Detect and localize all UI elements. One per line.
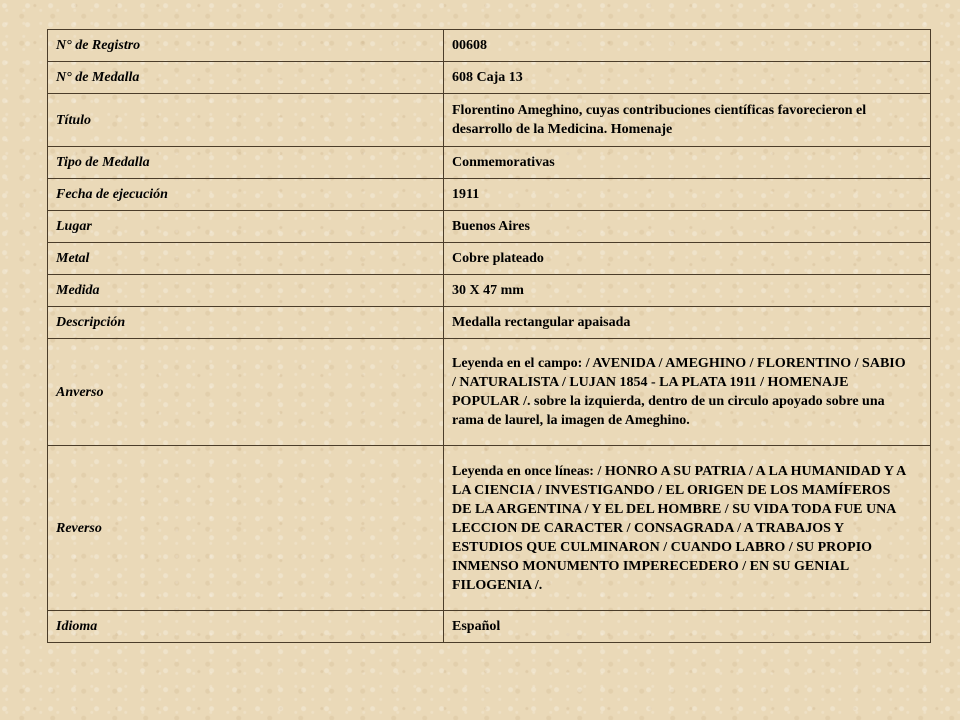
row-medida	[48, 275, 931, 307]
field-value: 1911	[444, 179, 931, 211]
medal-record-table	[47, 29, 931, 643]
field-label: N° de Medalla	[48, 62, 444, 94]
field-label: Metal	[48, 243, 444, 275]
field-value: Cobre plateado	[444, 243, 931, 275]
field-label: Anverso	[48, 339, 444, 446]
field-value: 30 X 47 mm	[444, 275, 931, 307]
field-label: Tipo de Medalla	[48, 147, 444, 179]
field-value: 00608	[444, 30, 931, 62]
field-label: Título	[48, 94, 444, 147]
field-label: Fecha de ejecución	[48, 179, 444, 211]
field-label: N° de Registro	[48, 30, 444, 62]
field-value: Medalla rectangular apaisada	[444, 307, 931, 339]
field-value: Buenos Aires	[444, 211, 931, 243]
row-medalla	[48, 62, 931, 94]
row-titulo	[48, 94, 931, 147]
row-descripcion	[48, 307, 931, 339]
row-lugar	[48, 211, 931, 243]
field-label: Idioma	[48, 611, 444, 643]
row-tipo	[48, 147, 931, 179]
field-value: Florentino Ameghino, cuyas contribuciones científicas favorecieron el desarrollo de la Medicina. Homenaje	[444, 94, 931, 147]
row-registro	[48, 30, 931, 62]
row-fecha	[48, 179, 931, 211]
row-metal	[48, 243, 931, 275]
field-label: Reverso	[48, 446, 444, 611]
row-anverso	[48, 339, 931, 446]
row-reverso	[48, 446, 931, 611]
field-value: Leyenda en once líneas: / HONRO A SU PATRIA / A LA HUMANIDAD Y A LA CIENCIA / INVESTIGANDO / EL ORIGEN DE LOS MAMÍFEROS DE LA ARGENTINA / Y EL DEL HOMBRE / SU VIDA TODA FUE UNA LECCION DE CARACTER / CONSAGRADA / A TRABAJOS Y ESTUDIOS QUE CULMINARON / CUANDO LABRO / SU PROPIO INMENSO MONUMENTO IMPERECEDERO / EN SU GENIAL FILOGENIA /.	[444, 446, 931, 611]
field-label: Medida	[48, 275, 444, 307]
field-value: Español	[444, 611, 931, 643]
field-value: 608 Caja 13	[444, 62, 931, 94]
field-value: Leyenda en el campo: / AVENIDA / AMEGHINO / FLORENTINO / SABIO / NATURALISTA / LUJAN 1854 - LA PLATA 1911 / HOMENAJE POPULAR /. sobre la izquierda, dentro de un circulo apoyado sobre una rama de laurel, la imagen de Ameghino.	[444, 339, 931, 446]
row-idioma	[48, 611, 931, 643]
field-label: Descripción	[48, 307, 444, 339]
field-label: Lugar	[48, 211, 444, 243]
field-value: Conmemorativas	[444, 147, 931, 179]
